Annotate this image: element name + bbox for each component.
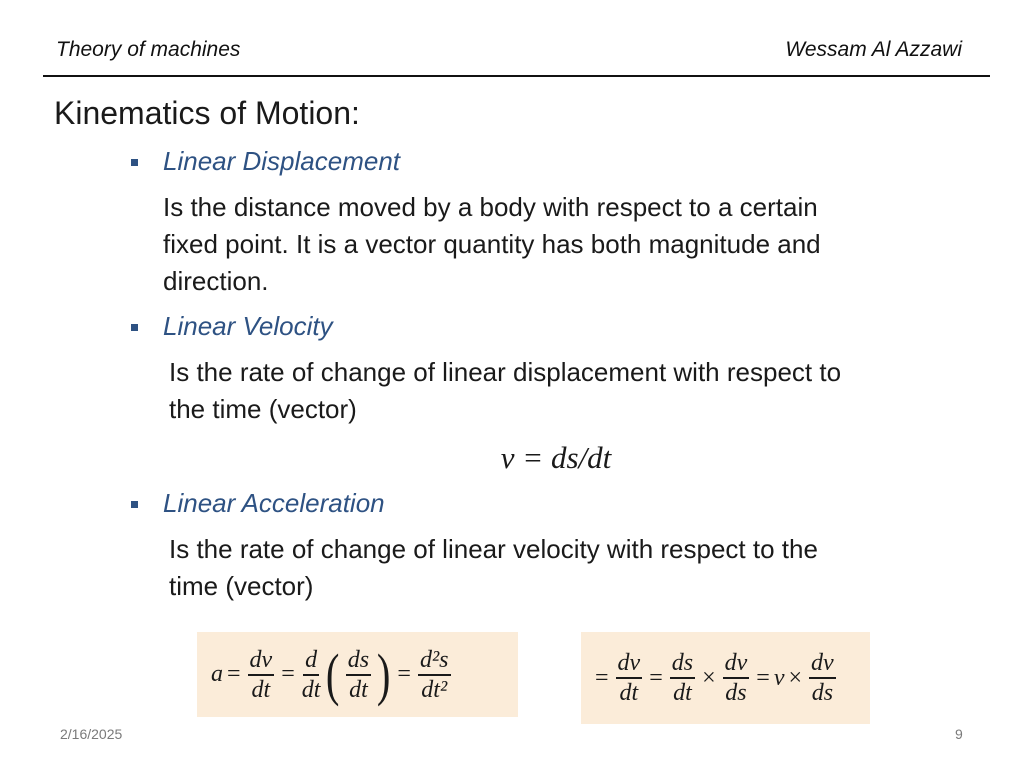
denominator: dt: [619, 680, 639, 706]
right-paren: ): [376, 641, 391, 707]
paragraph-linear-displacement: [163, 189, 944, 300]
denominator: ds: [811, 680, 834, 706]
numerator: ds: [670, 649, 695, 679]
fraction: [670, 649, 695, 707]
numerator: dv: [723, 649, 750, 679]
fraction: [418, 646, 451, 704]
chain-rule-equation-image: [581, 632, 870, 724]
text-line: the time (vector): [169, 394, 357, 424]
equals-sign: =: [281, 661, 295, 687]
text-line: Is the rate of change of linear displacement with respect to: [169, 357, 842, 387]
numerator: ds: [346, 646, 371, 676]
paragraph-linear-velocity: [169, 354, 944, 428]
times-sign: ×: [788, 664, 803, 691]
denominator: dt: [673, 680, 692, 706]
fraction: [346, 646, 371, 704]
text-line: fixed point. It is a vector quantity has both magnitude and: [163, 229, 821, 259]
bullet-icon: [131, 324, 138, 331]
equals-sign: =: [649, 664, 663, 691]
denominator: dt²: [421, 676, 448, 703]
fraction: [248, 646, 275, 704]
eq-symbol: a: [211, 661, 223, 687]
times-sign: ×: [702, 664, 716, 691]
fraction: [616, 649, 643, 707]
equals-sign: =: [595, 664, 609, 691]
acceleration-equation-image: [197, 632, 518, 717]
slide-title: Kinematics of Motion:: [54, 95, 360, 131]
numerator: d: [303, 646, 319, 676]
subheading-linear-acceleration: Linear Acceleration: [163, 488, 385, 518]
left-paren: (: [326, 641, 340, 707]
eq-symbol: v: [773, 664, 785, 691]
bullet-icon: [131, 501, 138, 508]
denominator: dt: [301, 676, 321, 703]
footer-date: 2/16/2025: [60, 726, 123, 742]
subheading-linear-displacement: Linear Displacement: [163, 146, 401, 176]
header-course-title: Theory of machines: [56, 38, 241, 61]
text-line: Is the rate of change of linear velocity with respect to the: [169, 534, 818, 564]
fraction: [302, 646, 321, 704]
denominator: dt: [349, 676, 368, 703]
text-line: time (vector): [169, 571, 314, 601]
equals-sign: =: [397, 661, 411, 687]
denominator: dt: [251, 676, 271, 703]
fraction: [809, 649, 836, 707]
velocity-formula: v = ds/dt: [500, 440, 612, 475]
numerator: d²s: [418, 646, 451, 676]
numerator: dv: [809, 649, 836, 679]
page-number: 9: [955, 726, 963, 742]
denominator: ds: [725, 680, 747, 706]
fraction: [723, 649, 750, 707]
numerator: dv: [616, 649, 643, 679]
numerator: dv: [248, 646, 275, 676]
text-line: Is the distance moved by a body with respect to a certain: [163, 192, 818, 222]
paragraph-linear-acceleration: [169, 531, 944, 605]
bullet-icon: [131, 159, 138, 166]
equals-sign: =: [756, 664, 770, 691]
text-line: direction.: [163, 266, 269, 296]
header-author: Wessam Al Azzawi: [785, 38, 962, 61]
equals-sign: =: [227, 661, 241, 687]
subheading-linear-velocity: Linear Velocity: [163, 311, 333, 341]
header-divider: [43, 75, 990, 77]
